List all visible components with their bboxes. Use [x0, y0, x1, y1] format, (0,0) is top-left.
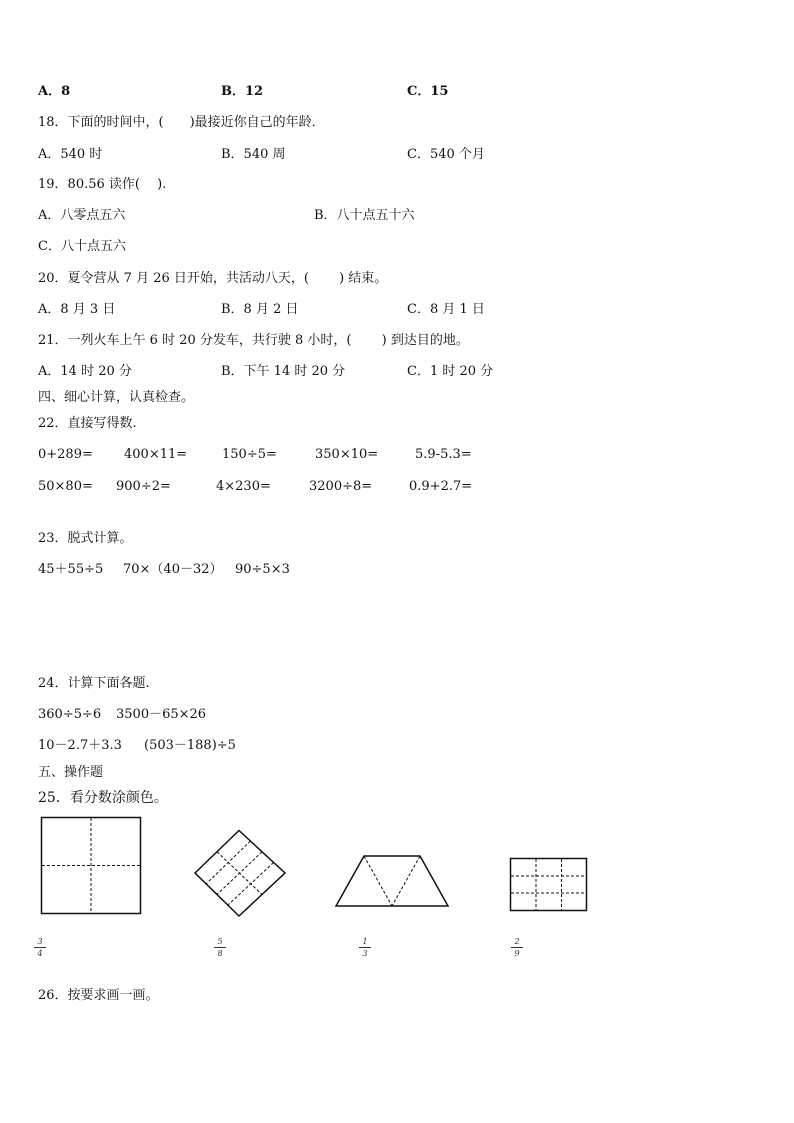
fraction-numerator: 3 [37, 937, 43, 946]
q23-expr: 90÷5×3 [235, 562, 290, 577]
q19-stem: 19．80.56 读作( ). [38, 177, 167, 192]
q22-expr: 150÷5= [222, 447, 277, 462]
fraction-bar [359, 947, 371, 948]
q22-stem: 22．直接写得数. [38, 416, 137, 431]
diamond-grid-figure [193, 829, 287, 919]
fraction-numerator: 2 [514, 937, 520, 946]
q24-expr: 10－2.7＋3.3 [38, 738, 122, 753]
q17-option-a: A．8 [38, 84, 71, 99]
section-5-heading: 五、操作题 [38, 765, 104, 780]
q19-option-c: C．八十点五六 [38, 239, 126, 254]
fraction-label [511, 937, 523, 958]
fraction-denominator: 3 [362, 949, 368, 958]
fraction-denominator: 4 [37, 949, 43, 958]
q22-expr: 350×10= [315, 447, 379, 462]
q22-expr: 400×11= [124, 447, 188, 462]
fraction-label [34, 937, 46, 958]
q20-option-a: A．8 月 3 日 [38, 302, 116, 317]
section-4-heading: 四、细心计算，认真检查。 [38, 390, 195, 405]
square-quarters-figure [40, 816, 144, 916]
q21-option-a: A．14 时 20 分 [38, 364, 132, 379]
q26-stem: 26．按要求画一画。 [38, 988, 159, 1003]
fraction-bar [214, 947, 226, 948]
q20-stem: 20．夏令营从 7 月 26 日开始，共活动八天，( ) 结束。 [38, 271, 388, 286]
q24-expr: (503－188)÷5 [144, 738, 236, 753]
q18-option-c: C．540 个月 [407, 147, 485, 162]
q22-expr: 0+289= [38, 447, 93, 462]
q21-option-c: C．1 时 20 分 [407, 364, 494, 379]
q22-expr: 50×80= [38, 479, 93, 494]
q24-expr: 3500－65×26 [116, 707, 207, 722]
q18-option-a: A．540 时 [38, 147, 103, 162]
q17-option-b: B．12 [221, 84, 264, 99]
q20-option-c: C．8 月 1 日 [407, 302, 485, 317]
q21-stem: 21．一列火车上午 6 时 20 分发车，共行驶 8 小时，( ) 到达目的地。 [38, 333, 469, 348]
fraction-denominator: 9 [514, 949, 520, 958]
q19-option-b: B．八十点五十六 [314, 208, 415, 223]
q24-expr: 360÷5÷6 [38, 707, 102, 722]
q17-option-c: C．15 [407, 84, 449, 99]
fraction-label [359, 937, 371, 958]
q22-expr: 5.9-5.3= [415, 447, 472, 462]
q20-option-b: B．8 月 2 日 [221, 302, 299, 317]
q22-expr: 3200÷8= [309, 479, 373, 494]
q23-expr: 45＋55÷5 [38, 562, 104, 577]
q19-option-a: A．八零点五六 [38, 208, 126, 223]
fraction-bar [34, 947, 46, 948]
q22-expr: 4×230= [216, 479, 271, 494]
fraction-denominator: 8 [217, 949, 223, 958]
q22-expr: 0.9+2.7= [409, 479, 473, 494]
q23-expr: 70×（40－32） [123, 562, 223, 577]
q23-stem: 23．脱式计算。 [38, 531, 133, 546]
fraction-numerator: 1 [362, 937, 368, 946]
q21-option-b: B．下午 14 时 20 分 [221, 364, 346, 379]
q18-option-b: B．540 周 [221, 147, 286, 162]
trapezoid-figure [334, 854, 450, 908]
fraction-bar [511, 947, 523, 948]
q22-expr: 900÷2= [116, 479, 171, 494]
fraction-label [214, 937, 226, 958]
q24-stem: 24．计算下面各题. [38, 676, 150, 691]
q25-stem: 25．看分数涂颜色。 [38, 790, 168, 806]
q18-stem: 18．下面的时间中，( )最接近你自己的年龄． [38, 115, 325, 130]
rectangle-grid-figure [509, 857, 589, 913]
fraction-numerator: 5 [217, 937, 223, 946]
